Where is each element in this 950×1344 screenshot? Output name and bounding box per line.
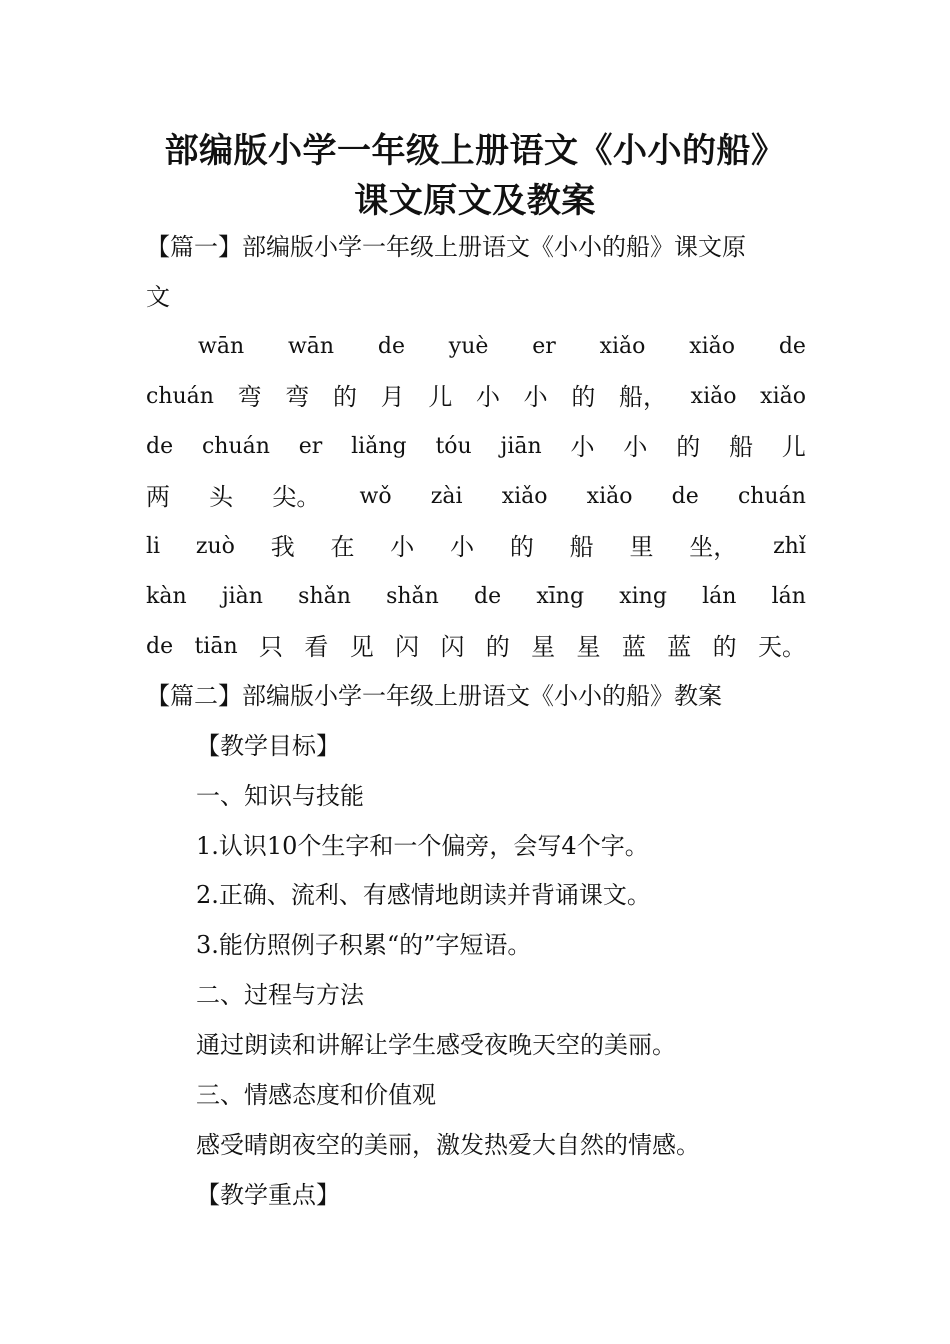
poem-pinyin: de xyxy=(778,334,806,359)
poem-pinyin: xiǎo xyxy=(689,334,736,359)
poem-pinyin: li xyxy=(146,534,161,559)
poem-character: 船 xyxy=(569,533,594,561)
poem-character: 天。 xyxy=(757,633,806,661)
poem-pinyin: de xyxy=(671,484,699,509)
poem-pinyin: tiān xyxy=(194,634,238,659)
poem-mixed-row-3 xyxy=(146,431,806,463)
poem-pinyin: kàn xyxy=(146,584,187,609)
poem-pinyin: jiàn xyxy=(221,584,263,609)
poem-character: 尖。 xyxy=(272,483,321,511)
poem-character: 月 xyxy=(380,383,405,411)
poem-pinyin-row-6 xyxy=(146,581,806,613)
poem-character: 船 xyxy=(729,433,754,461)
poem-character: 的 xyxy=(485,633,510,661)
poem-pinyin: de xyxy=(146,634,174,659)
poem-pinyin: chuán xyxy=(201,434,270,459)
poem-pinyin: er xyxy=(532,334,556,359)
poem-pinyin: de xyxy=(377,334,405,359)
poem-pinyin: yuè xyxy=(448,334,489,359)
goal-1-heading: 一、知识与技能 xyxy=(196,782,364,810)
poem-character: 的 xyxy=(676,433,701,461)
teaching-goals-heading: 【教学目标】 xyxy=(196,732,340,760)
poem-pinyin: xiǎo xyxy=(690,384,737,409)
poem-pinyin: xiǎo xyxy=(599,334,646,359)
poem-pinyin-row-1 xyxy=(198,331,806,363)
poem-pinyin: liǎng xyxy=(351,434,407,459)
goal-2-heading: 二、过程与方法 xyxy=(196,981,364,1009)
poem-character: 小 xyxy=(523,383,548,411)
poem-character: 的 xyxy=(332,383,357,411)
poem-pinyin: xing xyxy=(619,584,667,609)
poem-pinyin: wān xyxy=(287,334,335,359)
poem-character: 儿 xyxy=(428,383,453,411)
poem-pinyin: shǎn xyxy=(386,584,439,609)
poem-character: 儿 xyxy=(781,433,806,461)
poem-character: 蓝 xyxy=(667,633,692,661)
poem-pinyin: wān xyxy=(198,334,245,359)
poem-character: 在 xyxy=(330,533,355,561)
poem-pinyin: de xyxy=(474,584,502,609)
poem-pinyin: shǎn xyxy=(298,584,351,609)
poem-character: 头 xyxy=(209,483,234,511)
goal-1-item-3: 3.能仿照例子积累“的”字短语。 xyxy=(196,931,532,959)
poem-pinyin: xīng xyxy=(536,584,585,609)
poem-character: 见 xyxy=(349,633,374,661)
section-1-heading: 【篇一】部编版小学一年级上册语文《小小的船》课文原 xyxy=(146,233,746,261)
poem-pinyin: wǒ xyxy=(359,484,392,509)
teaching-focus-heading: 【教学重点】 xyxy=(196,1181,340,1209)
poem-pinyin: zài xyxy=(430,484,463,509)
poem-pinyin: lán xyxy=(702,584,737,609)
poem-character: 小 xyxy=(623,433,648,461)
poem-pinyin: tóu xyxy=(435,434,472,459)
goal-1-item-1: 1.认识10个生字和一个偏旁，会写4个字。 xyxy=(196,832,649,860)
poem-character: 船， xyxy=(619,383,667,411)
poem-mixed-row-7 xyxy=(146,631,806,663)
poem-pinyin: chuán xyxy=(146,384,214,409)
poem-pinyin: lán xyxy=(771,584,806,609)
goal-3-heading: 三、情感态度和价值观 xyxy=(196,1081,436,1109)
poem-character: 弯 xyxy=(285,383,310,411)
poem-pinyin: jiān xyxy=(500,434,542,459)
poem-character: 闪 xyxy=(440,633,465,661)
goal-2-text: 通过朗读和讲解让学生感受夜晚天空的美丽。 xyxy=(196,1031,676,1059)
poem-character: 坐， xyxy=(689,533,738,561)
poem-pinyin: de xyxy=(146,434,174,459)
poem-character: 弯 xyxy=(237,383,262,411)
poem-character: 小 xyxy=(570,433,595,461)
poem-character: 的 xyxy=(571,383,596,411)
poem-pinyin: zuò xyxy=(195,534,235,559)
poem-character: 里 xyxy=(629,533,654,561)
poem-mixed-row-5 xyxy=(146,531,806,563)
poem-pinyin: er xyxy=(298,434,323,459)
poem-pinyin: xiǎo xyxy=(760,384,806,409)
poem-pinyin: xiǎo xyxy=(501,484,548,509)
poem-character: 星 xyxy=(576,633,601,661)
poem-character: 的 xyxy=(509,533,534,561)
poem-character: 两 xyxy=(146,483,170,511)
poem-character: 只 xyxy=(259,633,283,661)
poem-character: 看 xyxy=(304,633,329,661)
poem-mixed-row-2 xyxy=(146,381,806,413)
section-2-heading: 【篇二】部编版小学一年级上册语文《小小的船》教案 xyxy=(146,682,722,710)
poem-character: 小 xyxy=(475,383,500,411)
poem-character: 小 xyxy=(390,533,415,561)
poem-character: 小 xyxy=(450,533,475,561)
goal-1-item-2: 2.正确、流利、有感情地朗读并背诵课文。 xyxy=(196,881,651,909)
poem-pinyin: zhǐ xyxy=(773,534,806,559)
section-1-heading-continued: 文 xyxy=(146,283,170,311)
poem-pinyin: chuán xyxy=(737,484,806,509)
document-title-line-1: 部编版小学一年级上册语文《小小的船》 xyxy=(164,131,786,171)
poem-mixed-row-4 xyxy=(146,481,806,513)
poem-character: 的 xyxy=(712,633,737,661)
document-title-line-2: 课文原文及教案 xyxy=(354,181,596,221)
poem-pinyin: xiǎo xyxy=(586,484,633,509)
poem-character: 我 xyxy=(270,533,295,561)
poem-character: 星 xyxy=(531,633,556,661)
poem-character: 闪 xyxy=(395,633,420,661)
poem-character: 蓝 xyxy=(621,633,646,661)
goal-3-text: 感受晴朗夜空的美丽，激发热爱大自然的情感。 xyxy=(196,1131,700,1159)
